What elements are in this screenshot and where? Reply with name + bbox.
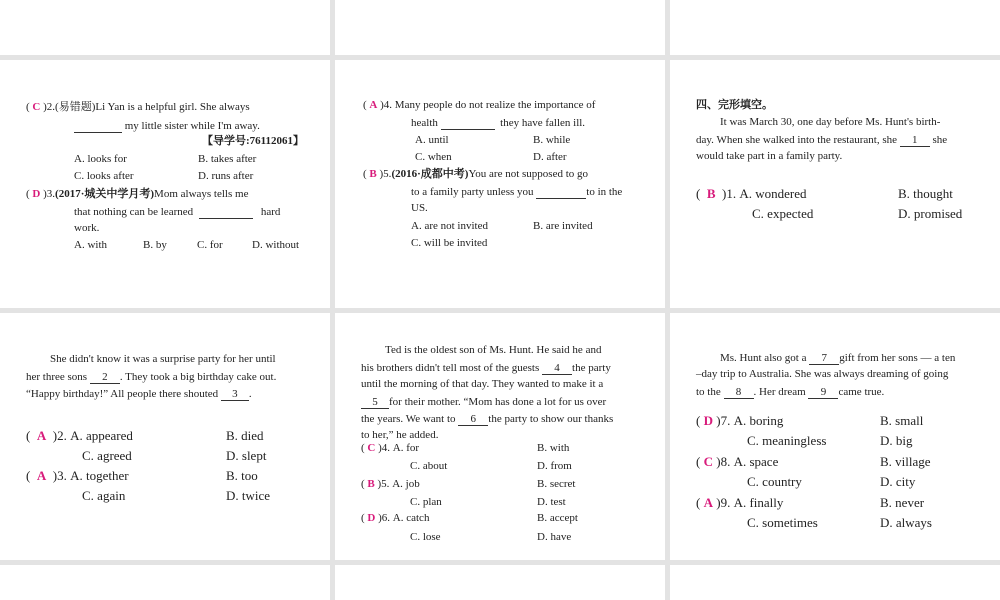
option-9d: D. always: [880, 515, 932, 530]
option-8d: D. city: [880, 474, 916, 489]
answer-4b: C: [367, 442, 376, 454]
option-4c: C. when: [415, 151, 452, 163]
option-2b: B. takes after: [198, 153, 257, 165]
question-3b-row1: ( A )3. A. together: [26, 468, 129, 483]
option-6a: A. catch: [392, 512, 430, 524]
option-5bd: D. test: [537, 496, 566, 508]
question-2b-row1: ( A )2. A. appeared: [26, 428, 133, 443]
option-2c: C. looks after: [74, 170, 134, 182]
option-4bd: D. from: [537, 460, 572, 472]
cloze-p2-line1: She didn't know it was a surprise party for her until: [50, 353, 276, 365]
option-8c: C. country: [747, 474, 802, 489]
answer-5: B: [369, 168, 377, 180]
cloze-line3: would take part in a family party.: [696, 150, 843, 162]
cloze-line2: day. When she walked into the restaurant, she 1 she: [696, 134, 948, 146]
cloze-line1: It was March 30, one day before Ms. Hunt's birth-: [720, 116, 941, 128]
option-3bb: B. too: [226, 468, 258, 483]
cloze-p2-line2: her three sons 2 . They took a big birthday cake out.: [26, 371, 277, 383]
section-heading: 四、完形填空。: [696, 99, 773, 111]
option-1c: C. expected: [752, 206, 814, 221]
option-7d: D. big: [880, 433, 913, 448]
option-5bb: B. secret: [537, 478, 576, 490]
slide-top-right: [670, 0, 1000, 55]
option-4bb: B. with: [537, 442, 570, 454]
option-2bb: B. died: [226, 428, 264, 443]
blank-4: 4: [542, 362, 572, 375]
question-3-line2: that nothing can be learned hard: [74, 206, 281, 218]
cloze-p2-line3: “Happy birthday!” All people there shouted 3 .: [26, 388, 252, 400]
option-2ba: A. appeared: [70, 428, 133, 443]
option-3a: A. with: [74, 239, 107, 251]
option-1a: A. wondered: [739, 186, 807, 201]
option-9a: A. finally: [733, 495, 784, 510]
question-3-line3: work.: [74, 222, 100, 234]
option-5b: B. are invited: [533, 220, 593, 232]
cloze-p4-line1: Ms. Hunt also got a 7 gift from her sons — a ten: [720, 352, 956, 364]
question-4b-row1: ( C )4. A. for: [361, 442, 420, 454]
option-4b: B. while: [533, 134, 571, 146]
option-7b: B. small: [880, 413, 924, 428]
option-3bd: D. twice: [226, 488, 271, 503]
answer-5b: B: [367, 478, 375, 490]
blank-8: 8: [724, 386, 754, 399]
question-2-line1: ( C )2.(易错题)Li Yan is a helpful girl. She always: [26, 101, 250, 113]
slide-bottom-left: [0, 565, 330, 600]
option-8b: B. village: [880, 454, 931, 469]
option-3c: C. for: [197, 239, 223, 251]
blank-9: 9: [808, 386, 838, 399]
slide-cloze-intro: [670, 60, 1000, 308]
question-6-row1: ( D )6. A. catch: [361, 512, 430, 524]
blank-7: 7: [809, 352, 839, 365]
cloze-p3-line6: to her,” he added.: [361, 429, 439, 441]
option-3ba: A. together: [70, 468, 129, 483]
question-8-row1: ( C )8. A. space: [696, 454, 779, 469]
option-7c: C. meaningless: [747, 433, 827, 448]
option-6c: C. lose: [410, 531, 441, 543]
question-5-line1: ( B )5.(2016·成都中考)You are not supposed to go: [363, 168, 589, 180]
option-2bc: C. agreed: [82, 448, 132, 463]
option-8a: A. space: [733, 454, 779, 469]
answer-6: D: [367, 512, 376, 524]
option-1b: B. thought: [898, 186, 953, 201]
option-9c: C. sometimes: [747, 515, 818, 530]
answer-7: D: [703, 413, 713, 428]
answer-9: A: [703, 495, 713, 510]
option-2a: A. looks for: [74, 153, 127, 165]
slide-bottom-right: [670, 565, 1000, 600]
blank-2: 2: [90, 371, 120, 384]
slide-bottom-middle: [335, 565, 665, 600]
answer-8: C: [703, 454, 713, 469]
question-2-line2: my little sister while I'm away.: [74, 120, 260, 133]
answer-2: C: [32, 101, 41, 113]
option-4d: D. after: [533, 151, 567, 163]
question-5-line3: US.: [411, 202, 428, 214]
answer-1: B: [706, 186, 716, 201]
option-2bd: D. slept: [226, 448, 267, 463]
blank-5: 5: [361, 396, 389, 409]
slide-top-middle: [335, 0, 665, 55]
cloze-p4-line3: to the 8 . Her dream 9 came true.: [696, 386, 885, 398]
cloze-p3-line3: until the morning of that day. They wanted to make it a: [361, 378, 604, 390]
option-6d: D. have: [537, 531, 572, 543]
question-9-row1: ( A )9. A. finally: [696, 495, 784, 510]
question-5-line2: to a family party unless you to in the: [411, 186, 623, 198]
option-7a: A. boring: [733, 413, 784, 428]
blank-6: 6: [458, 413, 488, 426]
option-5bc: C. plan: [410, 496, 442, 508]
option-3d: D. without: [252, 239, 300, 251]
question-1-row1: ( B )1. A. wondered: [696, 186, 807, 201]
option-9b: B. never: [880, 495, 925, 510]
cloze-p3-line4: 5 for their mother. “Mom has done a lot for us over: [361, 396, 606, 409]
slide-cloze-7-9: [670, 313, 1000, 560]
slide-question-2-3: [0, 60, 330, 308]
slide-question-4-5: [335, 60, 665, 308]
option-4a: A. until: [415, 134, 449, 146]
answer-3b: A: [36, 468, 47, 483]
question-7-row1: ( D )7. A. boring: [696, 413, 784, 428]
blank-1: 1: [900, 134, 930, 147]
option-3b: B. by: [143, 239, 167, 251]
answer-4: A: [369, 99, 378, 111]
option-5c: C. will be invited: [411, 237, 488, 249]
slide-cloze-2-3: [0, 313, 330, 560]
answer-3: D: [32, 188, 41, 200]
cloze-p3-line5: the years. We want to 6 the party to show our thanks: [361, 413, 614, 425]
option-2d: D. runs after: [198, 170, 254, 182]
option-1d: D. promised: [898, 206, 963, 221]
slide-cloze-4-6: [335, 313, 665, 560]
option-4bc: C. about: [410, 460, 448, 472]
option-5ba: A. job: [392, 478, 420, 490]
question-4-line1: ( A )4. Many people do not realize the importance of: [363, 99, 596, 111]
guide-number: 【导学号:76112061】: [202, 135, 305, 147]
option-4ba: A. for: [392, 442, 420, 454]
option-6b: B. accept: [537, 512, 578, 524]
cloze-p3-line1: Ted is the oldest son of Ms. Hunt. He said he and: [385, 344, 602, 356]
slide-top-left: [0, 0, 330, 55]
question-5b-row1: ( B )5. A. job: [361, 478, 420, 490]
option-3bc: C. again: [82, 488, 126, 503]
cloze-p4-line2: –day trip to Australia. She was always dreaming of going: [696, 368, 949, 380]
cloze-p3-line2: his brothers didn't tell most of the guests 4 the party: [361, 362, 611, 374]
question-4-line2: health they have fallen ill.: [411, 117, 586, 129]
question-3-line1: ( D )3.(2017·城关中学月考)Mom always tells me: [26, 188, 249, 200]
answer-2b: A: [36, 428, 47, 443]
blank-3: 3: [221, 388, 249, 401]
option-5a: A. are not invited: [411, 220, 488, 232]
